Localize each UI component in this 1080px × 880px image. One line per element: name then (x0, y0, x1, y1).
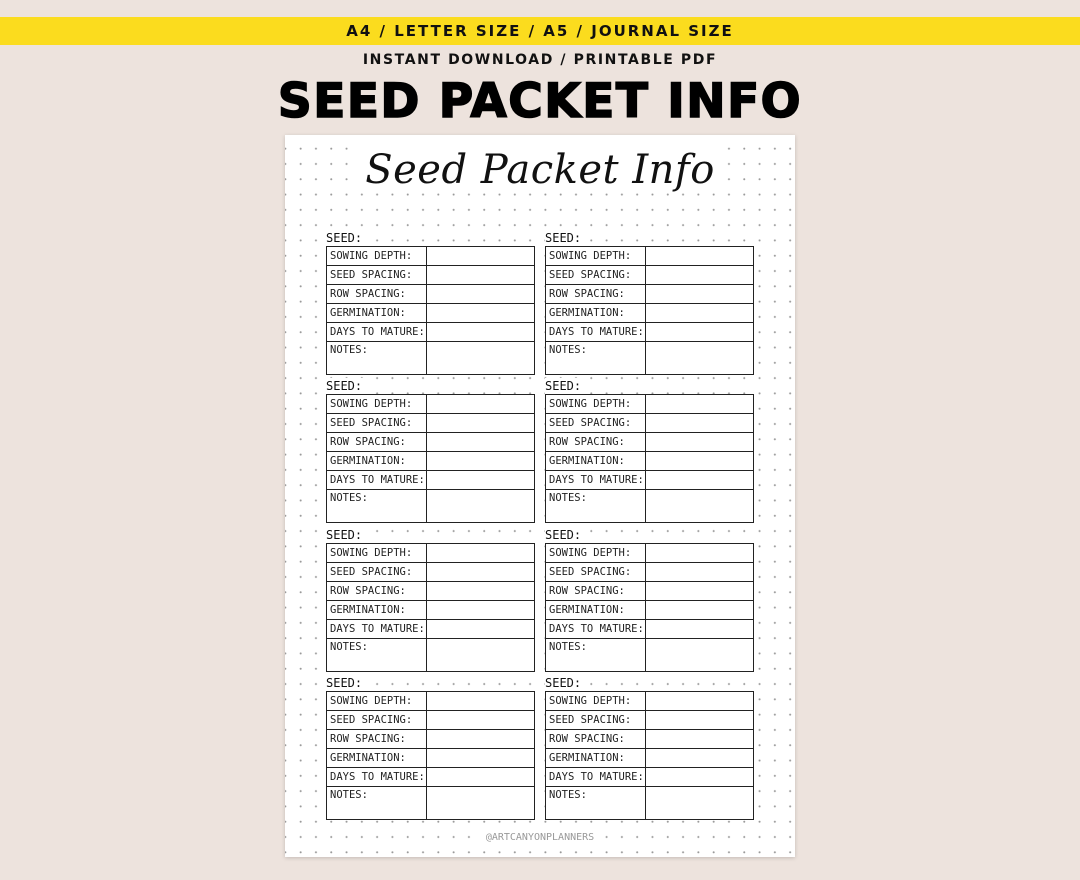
field-label: SEED SPACING: (546, 711, 646, 730)
seed-info-table (326, 543, 535, 672)
field-value-cell (646, 582, 753, 601)
notes-value-cell (646, 490, 753, 522)
field-value-cell (646, 711, 753, 730)
field-value-cell (427, 601, 534, 620)
field-label: DAYS TO MATURE: (327, 768, 427, 787)
field-value-cell (646, 471, 753, 490)
field-value-cell (646, 323, 753, 342)
field-label: ROW SPACING: (327, 433, 427, 452)
notes-label: NOTES: (546, 342, 646, 374)
planner-sheet (285, 135, 795, 857)
field-label: SEED SPACING: (546, 266, 646, 285)
field-label: SOWING DEPTH: (546, 395, 646, 414)
field-label: ROW SPACING: (546, 582, 646, 601)
seed-block (326, 524, 535, 672)
field-value-cell (427, 452, 534, 471)
field-label: DAYS TO MATURE: (327, 471, 427, 490)
field-value-cell (427, 620, 534, 639)
field-value-cell (427, 304, 534, 323)
seed-info-table (326, 246, 535, 375)
field-value-cell (646, 452, 753, 471)
field-value-cell (427, 749, 534, 768)
field-value-cell (646, 414, 753, 433)
seed-block (545, 227, 754, 375)
seed-label: SEED: (545, 527, 585, 543)
field-label: ROW SPACING: (546, 285, 646, 304)
seed-label: SEED: (545, 230, 585, 246)
field-label: GERMINATION: (546, 452, 646, 471)
field-label: GERMINATION: (327, 749, 427, 768)
notes-value-cell (427, 639, 534, 671)
notes-value-cell (427, 490, 534, 522)
field-value-cell (427, 266, 534, 285)
seed-block (545, 524, 754, 672)
notes-label: NOTES: (546, 639, 646, 671)
field-value-cell (646, 601, 753, 620)
sheet-title-text: Seed Packet Info (357, 147, 723, 193)
field-label: GERMINATION: (546, 749, 646, 768)
credit-text: @ARTCANYONPLANNERS (482, 832, 598, 843)
field-label: DAYS TO MATURE: (327, 323, 427, 342)
field-label: ROW SPACING: (327, 582, 427, 601)
field-value-cell (646, 266, 753, 285)
field-value-cell (646, 768, 753, 787)
field-label: DAYS TO MATURE: (546, 323, 646, 342)
field-value-cell (427, 285, 534, 304)
field-value-cell (427, 768, 534, 787)
field-label: SOWING DEPTH: (546, 544, 646, 563)
seed-info-table (545, 691, 754, 820)
notes-label: NOTES: (327, 787, 427, 819)
field-label: SEED SPACING: (327, 711, 427, 730)
notes-label: NOTES: (546, 490, 646, 522)
field-value-cell (646, 304, 753, 323)
field-label: SEED SPACING: (327, 266, 427, 285)
field-value-cell (646, 730, 753, 749)
seed-label: SEED: (545, 675, 585, 691)
field-value-cell (427, 711, 534, 730)
field-value-cell (646, 692, 753, 711)
field-label: GERMINATION: (327, 304, 427, 323)
seed-label: SEED: (326, 230, 366, 246)
field-label: SEED SPACING: (546, 414, 646, 433)
field-label: SOWING DEPTH: (327, 692, 427, 711)
field-value-cell (646, 620, 753, 639)
field-value-cell (646, 285, 753, 304)
field-label: SEED SPACING: (327, 563, 427, 582)
field-value-cell (427, 414, 534, 433)
field-value-cell (646, 563, 753, 582)
field-value-cell (427, 323, 534, 342)
field-value-cell (427, 471, 534, 490)
field-label: ROW SPACING: (327, 730, 427, 749)
sheet-title (285, 147, 795, 193)
seed-label: SEED: (326, 527, 366, 543)
seed-block (545, 375, 754, 523)
field-value-cell (427, 433, 534, 452)
field-value-cell (646, 247, 753, 266)
field-value-cell (427, 563, 534, 582)
field-label: DAYS TO MATURE: (546, 768, 646, 787)
seed-info-table (326, 394, 535, 523)
field-label: SEED SPACING: (546, 563, 646, 582)
notes-value-cell (427, 787, 534, 819)
field-value-cell (427, 395, 534, 414)
field-value-cell (646, 749, 753, 768)
seed-info-table (545, 543, 754, 672)
notes-label: NOTES: (546, 787, 646, 819)
seed-label: SEED: (326, 675, 366, 691)
field-label: SOWING DEPTH: (546, 247, 646, 266)
notes-label: NOTES: (327, 490, 427, 522)
field-value-cell (646, 433, 753, 452)
field-label: SOWING DEPTH: (327, 544, 427, 563)
notes-value-cell (427, 342, 534, 374)
field-label: DAYS TO MATURE: (546, 471, 646, 490)
field-label: SOWING DEPTH: (327, 395, 427, 414)
field-label: DAYS TO MATURE: (546, 620, 646, 639)
field-label: SOWING DEPTH: (327, 247, 427, 266)
field-value-cell (427, 582, 534, 601)
field-label: SEED SPACING: (327, 414, 427, 433)
product-headline: SEED PACKET INFO (277, 74, 803, 129)
download-subline: INSTANT DOWNLOAD / PRINTABLE PDF (362, 52, 718, 68)
credit-handle (285, 832, 795, 843)
field-label: ROW SPACING: (327, 285, 427, 304)
field-label: GERMINATION: (546, 601, 646, 620)
seed-label: SEED: (326, 378, 366, 394)
notes-label: NOTES: (327, 639, 427, 671)
notes-value-cell (646, 639, 753, 671)
seed-block (545, 672, 754, 820)
seed-info-table (545, 394, 754, 523)
notes-value-cell (646, 787, 753, 819)
field-value-cell (646, 544, 753, 563)
seed-info-table (545, 246, 754, 375)
field-value-cell (427, 692, 534, 711)
field-label: GERMINATION: (327, 452, 427, 471)
field-value-cell (646, 395, 753, 414)
field-label: ROW SPACING: (546, 730, 646, 749)
size-banner: A4 / LETTER SIZE / A5 / JOURNAL SIZE (0, 17, 1080, 45)
field-value-cell (427, 247, 534, 266)
notes-label: NOTES: (327, 342, 427, 374)
seed-info-table (326, 691, 535, 820)
seed-label: SEED: (545, 378, 585, 394)
seed-block (326, 375, 535, 523)
field-label: ROW SPACING: (546, 433, 646, 452)
seed-block (326, 227, 535, 375)
field-label: GERMINATION: (327, 601, 427, 620)
field-value-cell (427, 730, 534, 749)
field-label: SOWING DEPTH: (546, 692, 646, 711)
field-value-cell (427, 544, 534, 563)
notes-value-cell (646, 342, 753, 374)
seed-block (326, 672, 535, 820)
field-label: DAYS TO MATURE: (327, 620, 427, 639)
field-label: GERMINATION: (546, 304, 646, 323)
